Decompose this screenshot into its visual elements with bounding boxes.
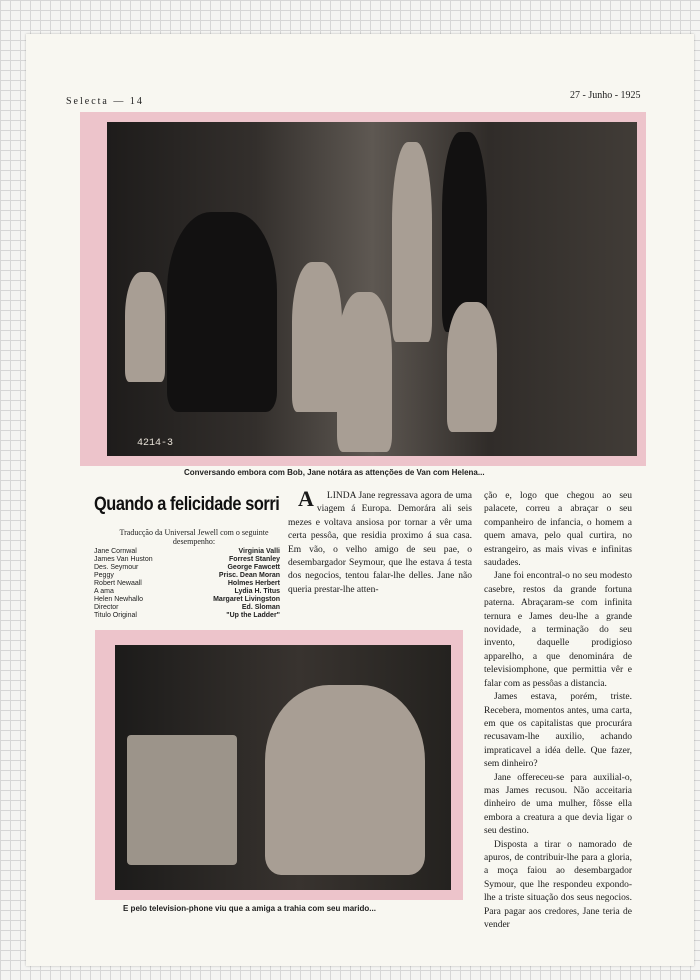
figure-woman-steps — [447, 302, 497, 432]
article-paragraph: Jane foi encontral-o no seu modesto casebre, restos da grande fortuna paterna. Abraçaram-se com infinita ternura e James deu-lhe a grande novidade, a terminação do seu invento, daquelle prodigioso apparelho, a que denominára de televisiomphone, que permittia vêr e falar com as pessôas a distancia. — [484, 571, 632, 689]
figure-woman-seated — [292, 262, 342, 412]
figure-woman-stairs — [392, 142, 432, 342]
cast-row: Jane Cornwal Virginia Valli — [94, 548, 280, 555]
cast-row: Titulo Original "Up the Ladder" — [94, 612, 280, 619]
photo-number: 4214-3 — [137, 438, 174, 449]
article-paragraph: LINDA Jane regressava agora de uma viagem á Europa. Demorára ali seis mezes e voltava ansiosa por tornar a vêr uma certa pessôa, que residia proximo á sua casa. Em vão, o velho amigo de seu pae, o desembargador Seymour, que lhe estava á testa dos negocios, tentou falar-lhe delles. Jane não queria prestar-lhe atten- — [288, 491, 472, 595]
page-header-date: 27 - Junho - 1925 — [570, 90, 641, 101]
article-paragraph: ção e, logo que chegou ao seu palacete, correu a abraçar o seu companheiro de infancia, o homem a quem amava, pelo qual curtira, no estrangeiro, as mais vivas e infinitas saudades. — [484, 491, 632, 569]
cast-row: Des. Seymour George Fawcett — [94, 564, 280, 571]
film-still-top — [107, 122, 637, 456]
article-paragraph: Jane offereceu-se para auxilial-o, mas James recusou. Não acceitaria dinheiro de uma mulher, fôsse ella embora a creatura a que devia ligar o seu destino. — [484, 772, 632, 837]
article-title: Quando a felicidade sorri — [94, 494, 280, 515]
cast-row: Peggy Prisc. Dean Moran — [94, 572, 280, 579]
article-paragraph: Disposta a tirar o namorado de apuros, de contribuir-lhe para a gloria, a moça faiou ao desembargador Symour, que lhe respondeu expondo-lhe a triste situação dos seus negocios. Para pagar aos credores, Jane teria de vender — [484, 839, 632, 930]
cast-row: Robert Newaall Holmes Herbert — [94, 580, 280, 587]
article-column-2 — [288, 486, 472, 597]
translation-note: Traducção da Universal Jewell com o seguinte desempenho: — [119, 528, 269, 546]
cast-list — [94, 548, 280, 620]
cast-row: Director Ed. Sloman — [94, 604, 280, 611]
figure-woman-seated-left — [125, 272, 165, 382]
figure-television-phone — [127, 735, 237, 865]
film-still-bottom — [115, 645, 451, 890]
figure-men-group — [167, 212, 277, 412]
photo-caption-top: Conversando embora com Bob, Jane notára as attenções de Van com Helena... — [184, 468, 485, 477]
article-paragraph: James estava, porém, triste. Recebera, momentos antes, uma carta, em que os capitalistas que procurára recusavam-lhe auxilio, achando impraticavel a idéa delle. Que fazer, sem dinheiro? — [484, 692, 632, 770]
drop-cap: A — [298, 486, 314, 511]
cast-row: Helen Newhallo Margaret Livingston — [94, 596, 280, 603]
photo-caption-bottom: E pelo television-phone viu que a amiga a trahia com seu marido... — [123, 904, 376, 913]
figure-woman-center — [337, 292, 392, 452]
page-header-left: Selecta — 14 — [66, 96, 144, 107]
cast-row: A ama Lydia H. Titus — [94, 588, 280, 595]
figure-woman-at-device — [265, 685, 425, 875]
article-column-3 — [484, 490, 632, 932]
cast-row: James Van Huston Forrest Stanley — [94, 556, 280, 563]
